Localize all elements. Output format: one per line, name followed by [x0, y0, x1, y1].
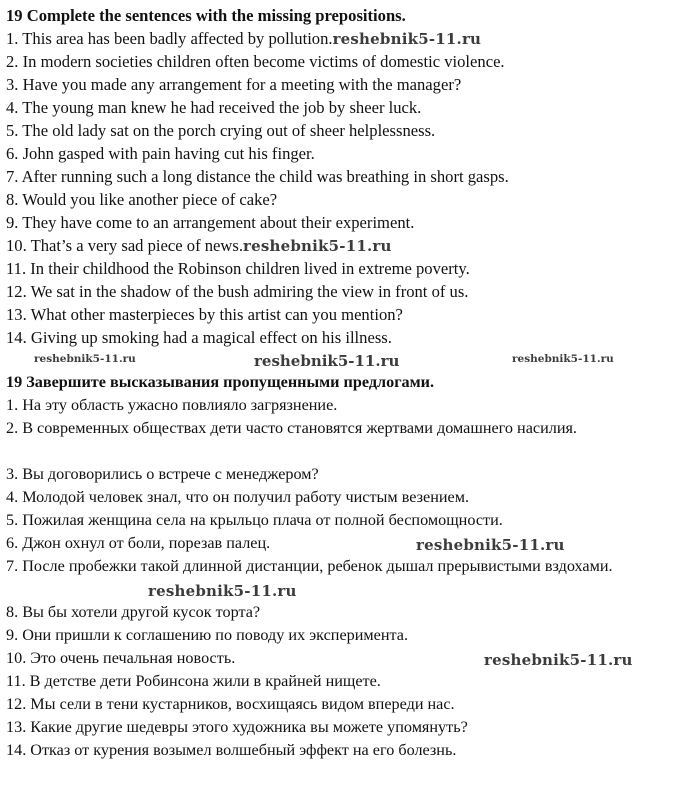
- russian-sentence-5: 5. Пожилая женщина села на крыльцо плача от полной беспомощности.: [6, 511, 503, 529]
- english-section: [6, 4, 678, 349]
- english-sentence-10: 10. That’s a very sad piece of news.reshebnik5-11.ru: [6, 236, 392, 255]
- russian-sentence-4: 4. Молодой человек знал, что он получил работу чистым везением.: [6, 488, 470, 506]
- russian-sentence-7: 7. После пробежки такой длинной дистанции, ребенок дышал прерывистыми вздохами. reshebnik5-11.ru: [6, 555, 674, 601]
- watermark: reshebnik5-11.ru: [484, 651, 633, 669]
- english-sentence-2: 2. In modern societies children often become victims of domestic violence.: [6, 52, 505, 71]
- english-sentence-14: 14. Giving up smoking had a magical effect on his illness.: [6, 328, 392, 347]
- english-sentence-9: 9. They have come to an arrangement about their experiment.: [6, 213, 415, 232]
- russian-sentence-14: 14. Отказ от курения возымел волшебный эффект на его болезнь.: [6, 741, 457, 759]
- russian-sentence-1: 1. На эту область ужасно повлияло загрязнение.: [6, 396, 338, 414]
- english-sentence-4: 4. The young man knew he had received the job by sheer luck.: [6, 98, 422, 117]
- english-sentence-11: 11. In their childhood the Robinson children lived in extreme poverty.: [6, 259, 470, 278]
- watermark: reshebnik5-11.ru: [254, 352, 400, 370]
- watermark: reshebnik5-11.ru: [512, 353, 614, 365]
- russian-sentence-6: 6. Джон охнул от боли, порезав палец. reshebnik5-11.ru: [6, 532, 678, 555]
- russian-sentence-2: 2. В современных обществах дети часто становятся жертвами домашнего насилия.: [6, 419, 577, 437]
- document-page: [6, 4, 678, 762]
- russian-sentence-12: 12. Мы сели в тени кустарников, восхищаясь видом впереди нас.: [6, 695, 455, 713]
- watermark: reshebnik5-11.ru: [416, 536, 565, 554]
- watermark-row: [6, 349, 678, 371]
- english-sentence-7: 7. After running such a long distance the child was breathing in short gasps.: [6, 167, 509, 186]
- russian-heading: 19 Завершите высказывания пропущенными предлогами.: [6, 373, 435, 391]
- russian-sentence-13: 13. Какие другие шедевры этого художника вы можете упомянуть?: [6, 718, 468, 736]
- watermark: reshebnik5-11.ru: [243, 237, 392, 255]
- russian-sentence-10: 10. Это очень печальная новость. reshebnik5-11.ru: [6, 647, 678, 670]
- english-sentence-1: 1. This area has been badly affected by pollution.reshebnik5-11.ru: [6, 29, 482, 48]
- english-sentence-12: 12. We sat in the shadow of the bush admiring the view in front of us.: [6, 282, 469, 301]
- russian-sentence-9: 9. Они пришли к соглашению по поводу их эксперимента.: [6, 626, 408, 644]
- watermark: reshebnik5-11.ru: [332, 30, 482, 48]
- russian-sentence-3: 3. Вы договорились о встрече с менеджером?: [6, 465, 319, 483]
- english-heading: 19 Complete the sentences with the missing prepositions.: [6, 6, 406, 25]
- russian-section: [6, 371, 678, 762]
- english-sentence-3: 3. Have you made any arrangement for a meeting with the manager?: [6, 75, 462, 94]
- english-sentence-6: 6. John gasped with pain having cut his finger.: [6, 144, 315, 163]
- watermark: reshebnik5-11.ru: [148, 582, 297, 600]
- russian-sentence-11: 11. В детстве дети Робинсона жили в крайней нищете.: [6, 672, 381, 690]
- russian-sentence-8: 8. Вы бы хотели другой кусок торта?: [6, 603, 261, 621]
- english-sentence-5: 5. The old lady sat on the porch crying out of sheer helplessness.: [6, 121, 436, 140]
- english-sentence-8: 8. Would you like another piece of cake?: [6, 190, 278, 209]
- watermark: reshebnik5-11.ru: [34, 353, 136, 365]
- english-sentence-13: 13. What other masterpieces by this artist can you mention?: [6, 305, 403, 324]
